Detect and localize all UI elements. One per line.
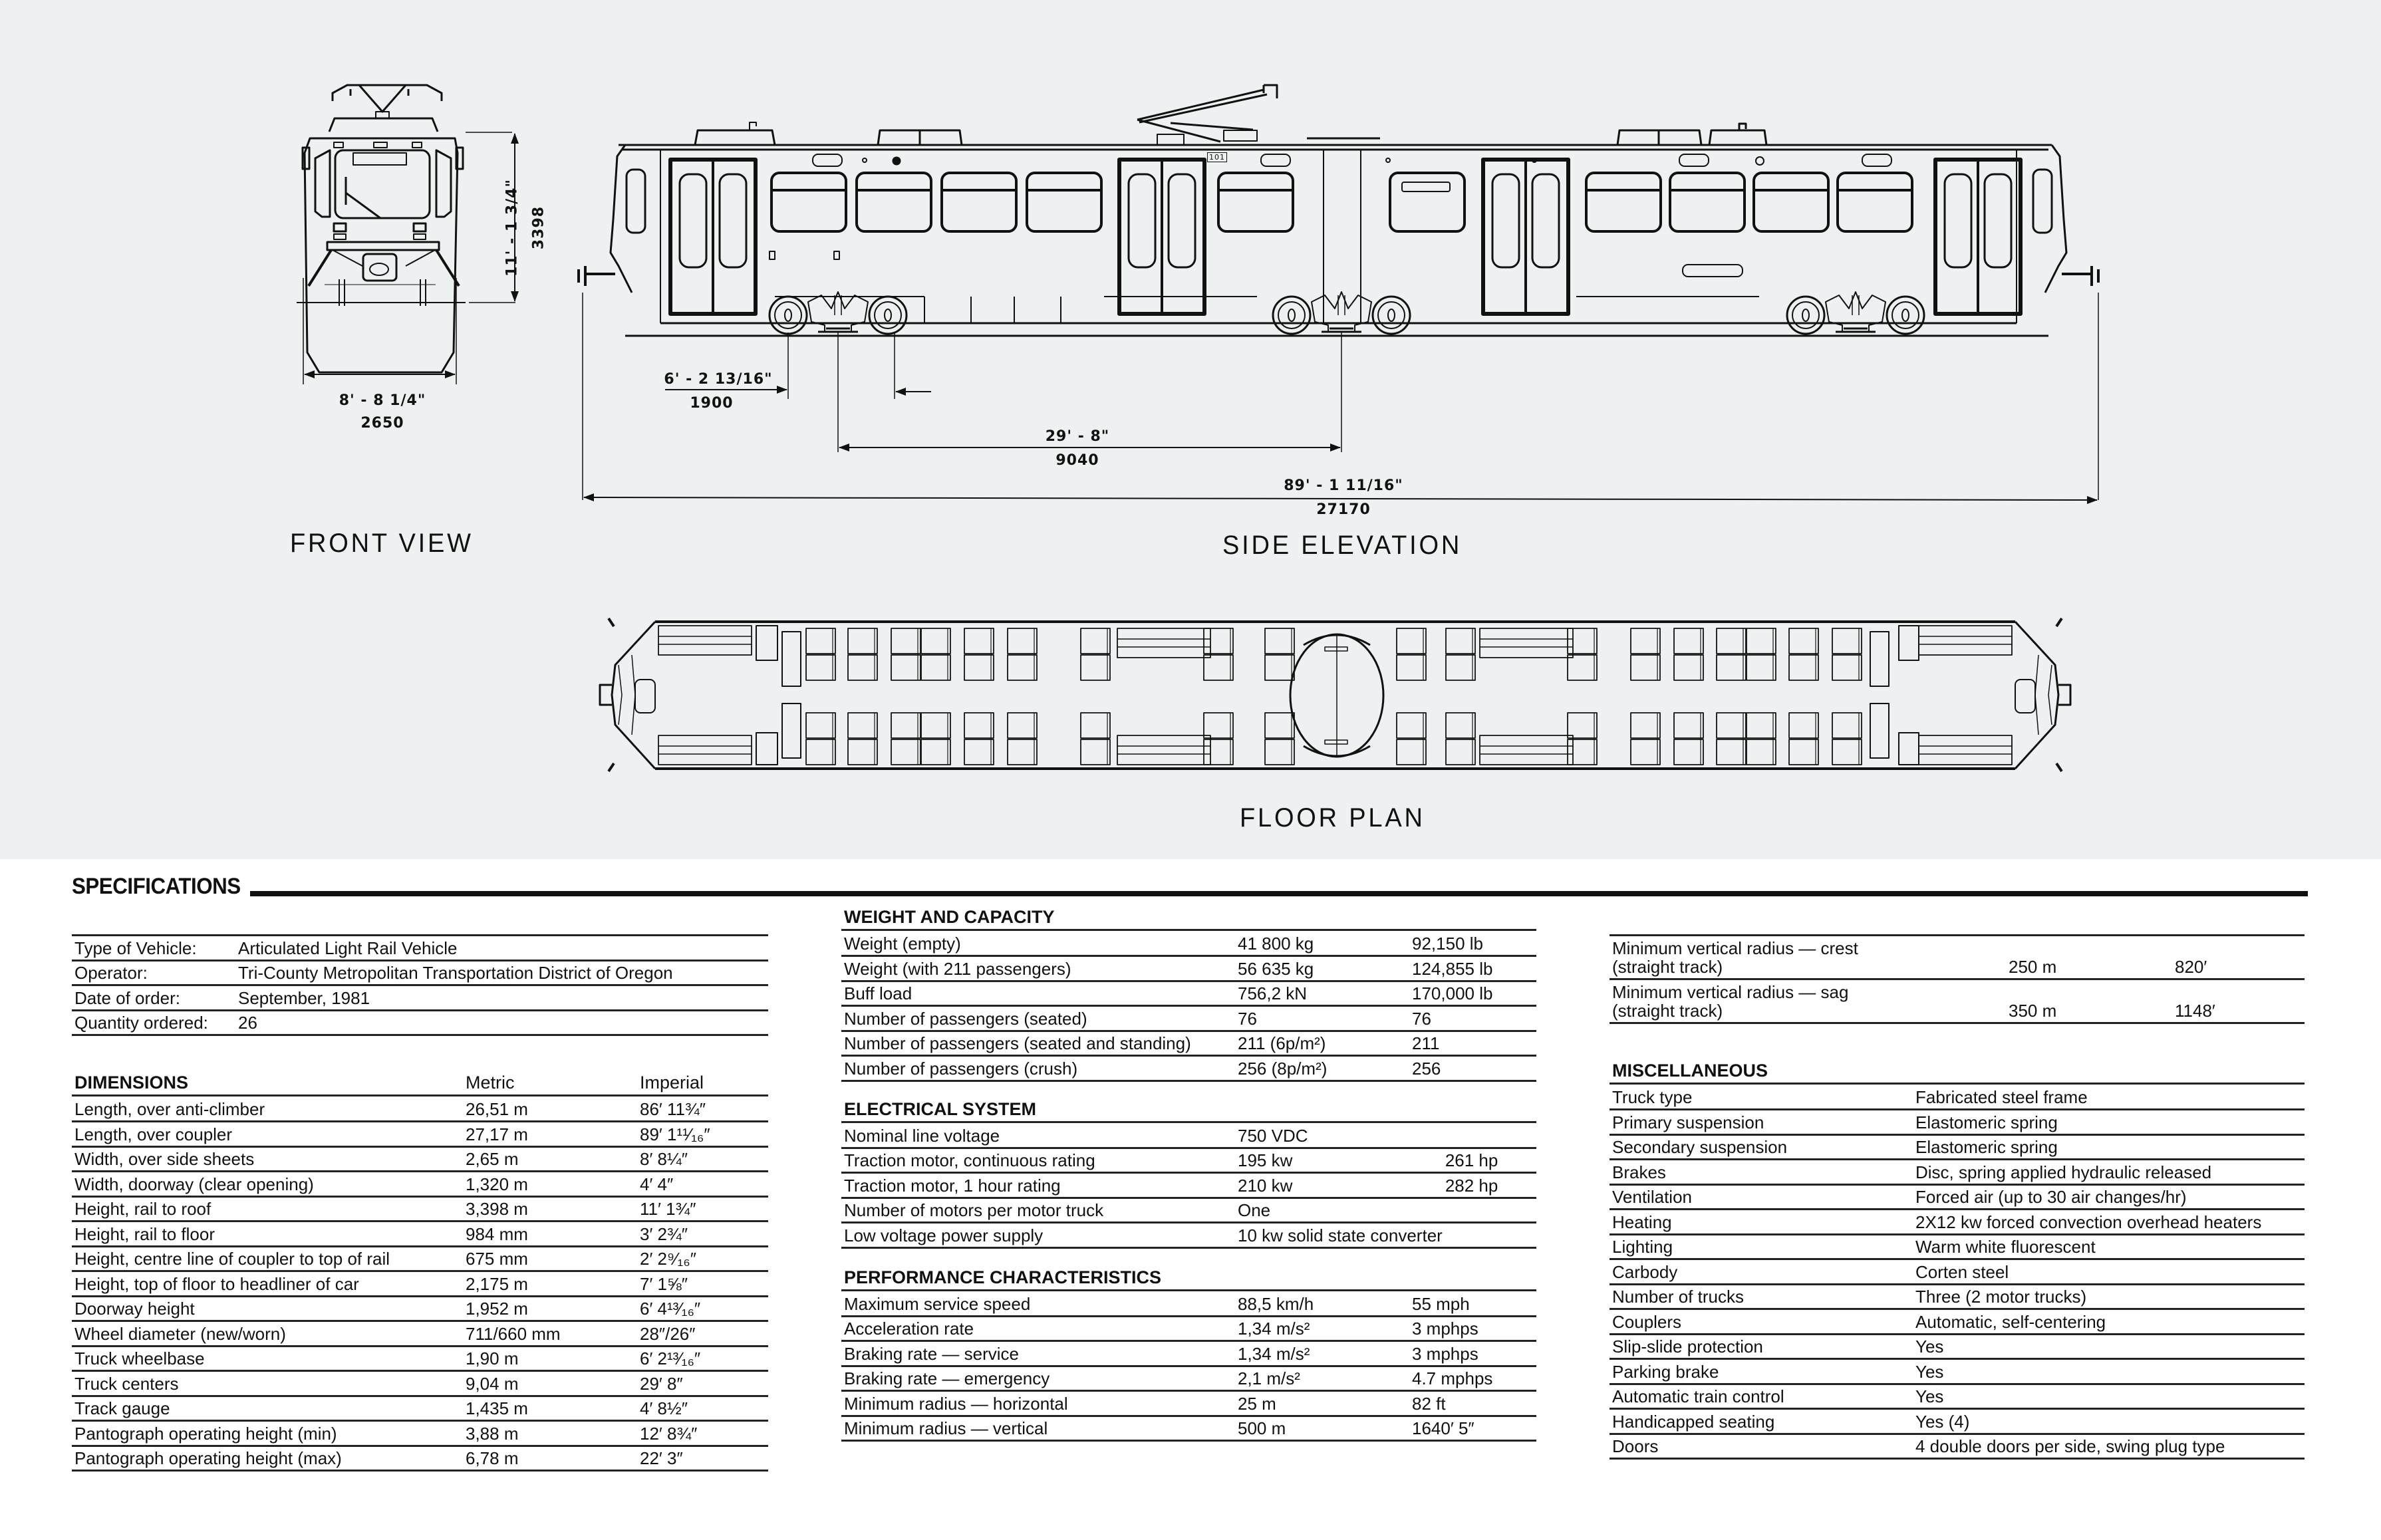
spec-label: Brakes bbox=[1610, 1160, 1913, 1185]
spec-value: 2X12 kw forced convection overhead heaters bbox=[1913, 1210, 2305, 1235]
imperial-value: 6′ 4¹³⁄₁₆″ bbox=[637, 1296, 768, 1321]
car-number: 101 bbox=[1207, 152, 1227, 162]
spec-label: Handicapped seating bbox=[1610, 1409, 1913, 1434]
spec-label: Height, top of floor to headliner of car bbox=[72, 1271, 463, 1297]
table-row bbox=[1610, 1284, 2305, 1309]
table-row bbox=[72, 1221, 768, 1247]
spec-label: Acceleration rate bbox=[841, 1316, 1235, 1341]
spec-label: Length, over coupler bbox=[72, 1122, 463, 1147]
spec-label-line-2: (straight track) bbox=[1612, 1001, 1723, 1021]
table-row bbox=[1610, 1409, 2305, 1434]
side-elevation-label: SIDE ELEVATION bbox=[1222, 531, 1463, 560]
imperial-value bbox=[1443, 1223, 1536, 1248]
imperial-value: 3 mphps bbox=[1409, 1341, 1536, 1366]
table-row bbox=[1610, 1210, 2305, 1235]
imperial-value: 22′ 3″ bbox=[637, 1446, 768, 1471]
spec-value: September, 1981 bbox=[235, 985, 768, 1011]
table-row bbox=[1610, 1110, 2305, 1135]
spec-label: Type of Vehicle: bbox=[72, 936, 235, 961]
table-row bbox=[841, 1198, 1536, 1223]
spec-label: Pantograph operating height (max) bbox=[72, 1446, 463, 1471]
metric-value: 3,88 m bbox=[463, 1421, 637, 1446]
spec-label: Truck type bbox=[1610, 1085, 1913, 1110]
front-height-metric: 3398 bbox=[530, 205, 547, 250]
metric-value: 3,398 m bbox=[463, 1196, 637, 1221]
spec-label: Operator: bbox=[72, 960, 235, 985]
imperial-value: 1640′ 5″ bbox=[1409, 1416, 1536, 1441]
table-row bbox=[72, 1172, 768, 1197]
spec-value: 4 double doors per side, swing plug type bbox=[1913, 1434, 2305, 1459]
table-row bbox=[72, 1122, 768, 1147]
metric-value: 350 m bbox=[2006, 979, 2172, 1023]
metric-value: 1,435 m bbox=[463, 1396, 637, 1421]
spec-label: Maximum service speed bbox=[841, 1291, 1235, 1317]
spec-label: Buff load bbox=[841, 981, 1235, 1006]
metric-column-header: Metric bbox=[466, 1073, 515, 1092]
spec-label: Truck wheelbase bbox=[72, 1346, 463, 1371]
table-row bbox=[72, 1271, 768, 1297]
specifications-header bbox=[72, 864, 2308, 898]
spec-label: Nominal line voltage bbox=[841, 1123, 1235, 1148]
specifications-title: SPECIFICATIONS bbox=[72, 874, 241, 899]
spec-label: Number of passengers (crush) bbox=[841, 1056, 1235, 1081]
truck-centers-imperial: 29' - 8" bbox=[1045, 428, 1110, 445]
metric-value: 211 (6p/m²) bbox=[1235, 1031, 1409, 1056]
imperial-value: 82 ft bbox=[1409, 1391, 1536, 1416]
metric-value: 675 mm bbox=[463, 1246, 637, 1271]
spec-value: 26 bbox=[235, 1010, 768, 1035]
spec-label: Number of trucks bbox=[1610, 1284, 1913, 1309]
imperial-value: 124,855 lb bbox=[1409, 956, 1536, 981]
performance-title: PERFORMANCE CHARACTERISTICS bbox=[844, 1267, 1162, 1287]
spec-value: Yes bbox=[1913, 1359, 2305, 1384]
table-row bbox=[72, 960, 768, 985]
spec-label: Width, doorway (clear opening) bbox=[72, 1172, 463, 1197]
floor-plan-label: FLOOR PLAN bbox=[1240, 803, 1425, 833]
front-width-metric: 2650 bbox=[360, 415, 404, 432]
front-height-imperial: 11' - 1 3/4" bbox=[503, 179, 521, 277]
electrical-header bbox=[841, 1100, 1536, 1123]
imperial-value: 256 bbox=[1409, 1056, 1536, 1081]
spec-label: Slip-slide protection bbox=[1610, 1334, 1913, 1359]
metric-value: 500 m bbox=[1235, 1416, 1409, 1441]
side-elevation-drawing bbox=[579, 85, 2098, 500]
metric-value: 210 kw bbox=[1235, 1173, 1443, 1198]
front-view-label: FRONT VIEW bbox=[290, 529, 474, 558]
front-view-drawing bbox=[297, 85, 515, 384]
spec-label: Quantity ordered: bbox=[72, 1010, 235, 1035]
imperial-value: 6′ 2¹³⁄₁₆″ bbox=[637, 1346, 768, 1371]
table-row bbox=[1610, 1160, 2305, 1185]
weight-capacity-table bbox=[841, 931, 1536, 1082]
table-row bbox=[72, 1196, 768, 1221]
spec-label: Parking brake bbox=[1610, 1359, 1913, 1384]
imperial-value bbox=[1443, 1198, 1536, 1223]
table-row bbox=[841, 1031, 1536, 1056]
metric-value: 1,952 m bbox=[463, 1296, 637, 1321]
table-row bbox=[841, 1391, 1536, 1416]
imperial-value: 3 mphps bbox=[1409, 1316, 1536, 1341]
spec-label-line-1: Minimum vertical radius — crest bbox=[1612, 938, 1858, 958]
metric-value: 250 m bbox=[2006, 936, 2172, 979]
spec-label: Length, over anti-climber bbox=[72, 1096, 463, 1122]
spec-label: Number of motors per motor truck bbox=[841, 1198, 1235, 1223]
imperial-value: 11′ 1¾″ bbox=[637, 1196, 768, 1221]
spec-label: Height, centre line of coupler to top of rail bbox=[72, 1246, 463, 1271]
spec-label-line-2: (straight track) bbox=[1612, 957, 1723, 977]
performance-header bbox=[841, 1269, 1536, 1291]
imperial-value: 211 bbox=[1409, 1031, 1536, 1056]
spec-label: Lighting bbox=[1610, 1234, 1913, 1259]
spec-value: Yes (4) bbox=[1913, 1409, 2305, 1434]
spec-column-1 bbox=[72, 934, 768, 1472]
table-row bbox=[1610, 1184, 2305, 1210]
spec-label: Primary suspension bbox=[1610, 1110, 1913, 1135]
spec-value: Three (2 motor trucks) bbox=[1913, 1284, 2305, 1309]
table-row bbox=[1610, 1259, 2305, 1285]
weight-capacity-header bbox=[841, 908, 1536, 931]
spec-label: Weight (empty) bbox=[841, 931, 1235, 956]
spec-label: Heating bbox=[1610, 1210, 1913, 1235]
table-row bbox=[72, 1346, 768, 1371]
table-row bbox=[72, 1421, 768, 1446]
table-row bbox=[841, 956, 1536, 981]
imperial-value: 7′ 1⅝″ bbox=[637, 1271, 768, 1297]
table-row bbox=[72, 1371, 768, 1396]
table-row bbox=[72, 985, 768, 1011]
imperial-value: 282 hp bbox=[1443, 1173, 1536, 1198]
spec-label: Low voltage power supply bbox=[841, 1223, 1235, 1248]
spec-value: Corten steel bbox=[1913, 1259, 2305, 1285]
spec-label: Secondary suspension bbox=[1610, 1134, 1913, 1160]
imperial-value bbox=[1443, 1123, 1536, 1148]
imperial-value: 4′ 4″ bbox=[637, 1172, 768, 1197]
table-row bbox=[841, 1056, 1536, 1081]
vertical-radius-table bbox=[1610, 934, 2305, 1024]
table-row bbox=[841, 981, 1536, 1006]
table-row bbox=[1610, 1085, 2305, 1110]
truck-wheelbase-imperial: 6' - 2 13/16" bbox=[664, 371, 773, 388]
table-row bbox=[1610, 1234, 2305, 1259]
spec-label: Weight (with 211 passengers) bbox=[841, 956, 1235, 981]
spec-label: Couplers bbox=[1610, 1309, 1913, 1335]
imperial-value: 170,000 lb bbox=[1409, 981, 1536, 1006]
table-row bbox=[841, 1148, 1536, 1173]
metric-value: One bbox=[1235, 1198, 1443, 1223]
imperial-value: 92,150 lb bbox=[1409, 931, 1536, 956]
spec-label: Ventilation bbox=[1610, 1184, 1913, 1210]
table-row bbox=[1610, 1309, 2305, 1335]
spec-label: Pantograph operating height (min) bbox=[72, 1421, 463, 1446]
spec-value: Tri-County Metropolitan Transportation District of Oregon bbox=[235, 960, 768, 985]
spec-label: Braking rate — service bbox=[841, 1341, 1235, 1366]
spec-label: Width, over side sheets bbox=[72, 1146, 463, 1172]
metric-value: 6,78 m bbox=[463, 1446, 637, 1471]
table-row bbox=[72, 1396, 768, 1421]
table-row bbox=[72, 1321, 768, 1347]
dimensions-table bbox=[72, 1096, 768, 1472]
metric-value: 2,175 m bbox=[463, 1271, 637, 1297]
table-row bbox=[72, 1446, 768, 1471]
table-row bbox=[841, 1416, 1536, 1441]
imperial-value: 89′ 1¹¹⁄₁₆″ bbox=[637, 1122, 768, 1147]
spec-label: Doors bbox=[1610, 1434, 1913, 1459]
spec-label: Number of passengers (seated and standing) bbox=[841, 1031, 1235, 1056]
metric-value: 25 m bbox=[1235, 1391, 1409, 1416]
metric-value: 26,51 m bbox=[463, 1096, 637, 1122]
spec-value: Yes bbox=[1913, 1384, 2305, 1409]
spec-label: Traction motor, 1 hour rating bbox=[841, 1173, 1235, 1198]
metric-value: 9,04 m bbox=[463, 1371, 637, 1396]
table-row bbox=[72, 1296, 768, 1321]
specifications-rule bbox=[250, 891, 2308, 896]
spec-label: Minimum radius — horizontal bbox=[841, 1391, 1235, 1416]
metric-value: 2,65 m bbox=[463, 1146, 637, 1172]
imperial-value: 1148′ bbox=[2172, 979, 2305, 1023]
spec-value: Articulated Light Rail Vehicle bbox=[235, 936, 768, 961]
spec-label: Date of order: bbox=[72, 985, 235, 1011]
imperial-value: 4.7 mphps bbox=[1409, 1366, 1536, 1391]
front-width-imperial: 8' - 8 1/4" bbox=[339, 392, 426, 409]
metric-value: 1,34 m/s² bbox=[1235, 1341, 1409, 1366]
metric-value: 756,2 kN bbox=[1235, 981, 1409, 1006]
metric-value: 256 (8p/m²) bbox=[1235, 1056, 1409, 1081]
imperial-value: 28″/26″ bbox=[637, 1321, 768, 1347]
miscellaneous-title: MISCELLANEOUS bbox=[1612, 1061, 1768, 1081]
table-row bbox=[841, 1341, 1536, 1366]
metric-value: 711/660 mm bbox=[463, 1321, 637, 1347]
table-row bbox=[841, 1291, 1536, 1317]
table-row bbox=[841, 931, 1536, 956]
overall-length-metric: 27170 bbox=[1316, 501, 1371, 518]
metric-value: 1,320 m bbox=[463, 1172, 637, 1197]
electrical-table bbox=[841, 1123, 1536, 1249]
metric-value: 56 635 kg bbox=[1235, 956, 1409, 981]
imperial-column-header: Imperial bbox=[640, 1073, 704, 1092]
spec-label: Traction motor, continuous rating bbox=[841, 1148, 1235, 1173]
imperial-value: 55 mph bbox=[1409, 1291, 1536, 1317]
table-row bbox=[841, 1173, 1536, 1198]
spec-label bbox=[1610, 936, 2006, 979]
metric-value: 88,5 km/h bbox=[1235, 1291, 1409, 1317]
truck-centers-metric: 9040 bbox=[1055, 452, 1099, 469]
table-row bbox=[72, 1096, 768, 1122]
imperial-value: 12′ 8¾″ bbox=[637, 1421, 768, 1446]
spec-value: Forced air (up to 30 air changes/hr) bbox=[1913, 1184, 2305, 1210]
metric-value: 2,1 m/s² bbox=[1235, 1366, 1409, 1391]
table-row bbox=[1610, 1434, 2305, 1459]
table-row bbox=[72, 1146, 768, 1172]
spec-value: Yes bbox=[1913, 1334, 2305, 1359]
spec-value: Warm white fluorescent bbox=[1913, 1234, 2305, 1259]
table-row bbox=[841, 1223, 1536, 1248]
table-row bbox=[1610, 1334, 2305, 1359]
spec-label: Automatic train control bbox=[1610, 1384, 1913, 1409]
overall-length-imperial: 89' - 1 11/16" bbox=[1284, 477, 1403, 494]
spec-value: Automatic, self-centering bbox=[1913, 1309, 2305, 1335]
spec-value: Fabricated steel frame bbox=[1913, 1085, 2305, 1110]
metric-value: 984 mm bbox=[463, 1221, 637, 1247]
metric-value: 10 kw solid state converter bbox=[1235, 1223, 1443, 1248]
spec-label: Carbody bbox=[1610, 1259, 1913, 1285]
imperial-value: 4′ 8½″ bbox=[637, 1396, 768, 1421]
imperial-value: 2′ 2⁹⁄₁₆″ bbox=[637, 1246, 768, 1271]
spec-label: Number of passengers (seated) bbox=[841, 1006, 1235, 1031]
table-row bbox=[1610, 979, 2305, 1023]
dimensions-header bbox=[72, 1074, 768, 1096]
spec-value: Disc, spring applied hydraulic released bbox=[1913, 1160, 2305, 1185]
imperial-value: 86′ 11¾″ bbox=[637, 1096, 768, 1122]
table-row bbox=[841, 1366, 1536, 1391]
metric-value: 76 bbox=[1235, 1006, 1409, 1031]
imperial-value: 8′ 8¼″ bbox=[637, 1146, 768, 1172]
table-row bbox=[841, 1316, 1536, 1341]
miscellaneous-table bbox=[1610, 1085, 2305, 1460]
spec-column-2 bbox=[841, 908, 1536, 1442]
imperial-value: 76 bbox=[1409, 1006, 1536, 1031]
spec-label: Minimum radius — vertical bbox=[841, 1416, 1235, 1441]
imperial-value: 29′ 8″ bbox=[637, 1371, 768, 1396]
spec-value: Elastomeric spring bbox=[1913, 1110, 2305, 1135]
spec-label: Height, rail to roof bbox=[72, 1196, 463, 1221]
spec-label: Height, rail to floor bbox=[72, 1221, 463, 1247]
table-row bbox=[841, 1123, 1536, 1148]
imperial-value: 820′ bbox=[2172, 936, 2305, 979]
performance-table bbox=[841, 1291, 1536, 1442]
spec-label bbox=[1610, 979, 2006, 1023]
table-row bbox=[1610, 1359, 2305, 1384]
spec-label: Doorway height bbox=[72, 1296, 463, 1321]
table-row bbox=[72, 1010, 768, 1035]
miscellaneous-header bbox=[1610, 1062, 2305, 1085]
spec-label: Truck centers bbox=[72, 1371, 463, 1396]
imperial-value: 261 hp bbox=[1443, 1148, 1536, 1173]
electrical-title: ELECTRICAL SYSTEM bbox=[844, 1098, 1037, 1119]
metric-value: 1,90 m bbox=[463, 1346, 637, 1371]
imperial-value: 3′ 2¾″ bbox=[637, 1221, 768, 1247]
metric-value: 195 kw bbox=[1235, 1148, 1443, 1173]
metric-value: 27,17 m bbox=[463, 1122, 637, 1147]
general-info-table bbox=[72, 934, 768, 1036]
weight-capacity-title: WEIGHT AND CAPACITY bbox=[844, 907, 1055, 927]
metric-value: 1,34 m/s² bbox=[1235, 1316, 1409, 1341]
spec-label: Braking rate — emergency bbox=[841, 1366, 1235, 1391]
metric-value: 750 VDC bbox=[1235, 1123, 1443, 1148]
spec-label: Wheel diameter (new/worn) bbox=[72, 1321, 463, 1347]
dimensions-title: DIMENSIONS bbox=[74, 1073, 189, 1092]
table-row bbox=[72, 936, 768, 961]
table-row bbox=[1610, 1384, 2305, 1409]
table-row bbox=[72, 1246, 768, 1271]
table-row bbox=[841, 1006, 1536, 1031]
metric-value: 41 800 kg bbox=[1235, 931, 1409, 956]
table-row bbox=[1610, 936, 2305, 979]
truck-wheelbase-metric: 1900 bbox=[690, 395, 734, 412]
table-row bbox=[1610, 1134, 2305, 1160]
spec-label: Track gauge bbox=[72, 1396, 463, 1421]
spec-column-3 bbox=[1610, 934, 2305, 1460]
floor-plan-drawing bbox=[600, 618, 2070, 771]
spec-value: Elastomeric spring bbox=[1913, 1134, 2305, 1160]
spec-label-line-1: Minimum vertical radius — sag bbox=[1612, 981, 1849, 1002]
